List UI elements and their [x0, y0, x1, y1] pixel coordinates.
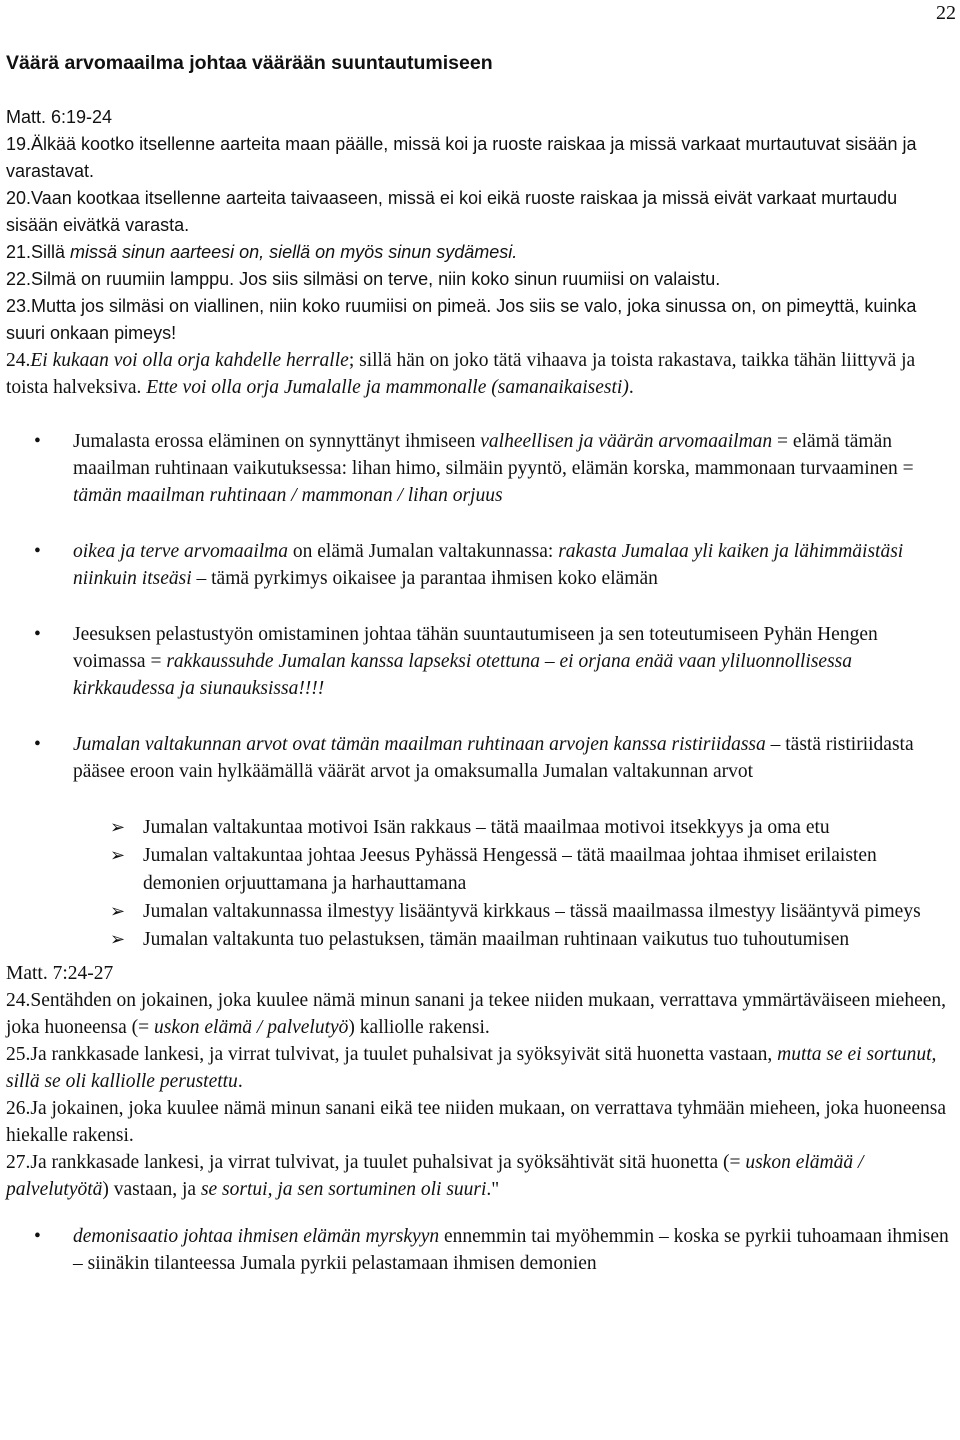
verse-21: 21.Sillä missä sinun aarteesi on, siellä on myös sinun sydämesi. — [6, 242, 518, 262]
list-item: ➢ Jumalan valtakunta tuo pelastuksen, tämän maailman ruhtinaan vaikutus tuo tuhoutumisen — [6, 926, 954, 954]
bullet-icon: • — [34, 624, 41, 645]
scripture-reference-2: Matt. 7:24-27 — [6, 963, 114, 984]
document-body — [6, 50, 954, 1277]
list-item: • demonisaatio johtaa ihmisen elämän myrskyyn ennemmin tai myöhemmin – koska se pyrkii tuhoamaan ihmisen – siinäkin tilanteessa Jumala pyrkii pelastamaan ihmisen demonien — [6, 1223, 954, 1277]
verse-19: 19.Älkää kootko itsellenne aarteita maan päälle, missä koi ja ruoste raiskaa ja missä varkaat murtautuvat sisään ja varastavat. — [6, 134, 917, 181]
arrow-list — [6, 814, 954, 954]
page-title: Väärä arvomaailma johtaa väärään suuntautumiseen — [6, 52, 493, 74]
bullet-list-2 — [6, 1223, 954, 1277]
verse-7-25: 25.Ja rankkasade lankesi, ja virrat tulvivat, ja tuulet puhalsivat ja syöksyivät sitä huonetta vastaan, mutta se ei sortunut, sillä se oli kalliolle perustettu. — [6, 1044, 937, 1092]
verse-20: 20.Vaan kootkaa itsellenne aarteita taivaaseen, missä ei koi eikä ruoste raiskaa ja missä eivät varkaat murtaudu sisään eivätkä varasta. — [6, 188, 898, 235]
list-item: • Jumalan valtakunnan arvot ovat tämän maailman ruhtinaan arvojen kanssa ristiriidassa – tästä ristiriidasta pääsee eroon vain hylkäämällä väärät arvot ja omaksumalla Jumalan valtakunnan arvot — [6, 731, 954, 785]
bullet-icon: • — [34, 541, 41, 562]
bullet-icon: • — [34, 431, 41, 452]
bullet-icon: • — [34, 734, 41, 755]
arrow-bullet-icon: ➢ — [110, 929, 126, 950]
page-number: 22 — [936, 2, 956, 24]
verse-7-26: 26.Ja jokainen, joka kuulee nämä minun sanani eikä tee niiden mukaan, on verrattava tyhmään mieheen, joka huoneensa hiekalle rakensi. — [6, 1098, 947, 1146]
list-item: • oikea ja terve arvomaailma on elämä Jumalan valtakunnassa: rakasta Jumalaa yli kaiken ja lähimmäistäsi niinkuin itseäsi – tämä pyrkimys oikaisee ja parantaa ihmisen koko elämän — [6, 538, 954, 592]
list-item: • Jeesuksen pelastustyön omistaminen johtaa tähän suuntautumiseen ja sen toteutumiseen Pyhän Hengen voimassa = rakkaussuhde Jumalan kanssa lapseksi otettuna – ei orjana enää vaan yliluonnollisessa kirkkaudessa ja siunauksissa!!!! — [6, 621, 954, 702]
verse-24: 24.Ei kukaan voi olla orja kahdelle herralle; sillä hän on joko tätä vihaava ja toista rakastava, taikka tähän liittyvä ja toista halveksiva. Ette voi olla orja Jumalalle ja mammonalle (samanaikaisesti). — [6, 350, 916, 398]
verse-7-24: 24.Sentähden on jokainen, joka kuulee nämä minun sanani ja tekee niiden mukaan, verrattava ymmärtäväiseen mieheen, joka huoneensa (= uskon elämä / palvelutyö) kalliolle rakensi. — [6, 990, 946, 1038]
bullet-icon: • — [34, 1226, 41, 1247]
verse-23: 23.Mutta jos silmäsi on viallinen, niin koko ruumiisi on pimeä. Jos siis se valo, joka sinussa on, on pimeyttä, kuinka suuri onkaan pimeys! — [6, 296, 917, 343]
bullet-list — [6, 428, 954, 785]
list-item: • Jumalasta erossa eläminen on synnyttänyt ihmiseen valheellisen ja väärän arvomaailman = elämä tämän maailman ruhtinaan vaikutuksessa: lihan himo, silmäin pyyntö, elämän korska, mammonaan turvaaminen = tämän maailman ruhtinaan / mammonan / lihan orjuus — [6, 428, 954, 509]
list-item: ➢ Jumalan valtakuntaa johtaa Jeesus Pyhässä Hengessä – tätä maailmaa johtaa ihmiset erilaisten demonien orjuuttamana ja harhauttamana — [6, 842, 954, 898]
verse-22: 22.Silmä on ruumiin lamppu. Jos siis silmäsi on terve, niin koko sinun ruumiisi on valaistu. — [6, 269, 721, 289]
list-item: ➢ Jumalan valtakunnassa ilmestyy lisääntyvä kirkkaus – tässä maailmassa ilmestyy lisääntyvä pimeys — [6, 898, 954, 926]
arrow-bullet-icon: ➢ — [110, 817, 126, 838]
scripture-reference-1: Matt. 6:19-24 — [6, 107, 113, 127]
arrow-bullet-icon: ➢ — [110, 845, 126, 866]
verse-7-27: 27.Ja rankkasade lankesi, ja virrat tulvivat, ja tuulet puhalsivat ja syöksähtivät sitä huonetta (= uskon elämää / palvelutyötä) vastaan, ja se sortui, ja sen sortuminen oli suuri." — [6, 1152, 864, 1200]
arrow-bullet-icon: ➢ — [110, 901, 126, 922]
list-item: ➢ Jumalan valtakuntaa motivoi Isän rakkaus – tätä maailmaa motivoi itsekkyys ja oma etu — [6, 814, 954, 842]
